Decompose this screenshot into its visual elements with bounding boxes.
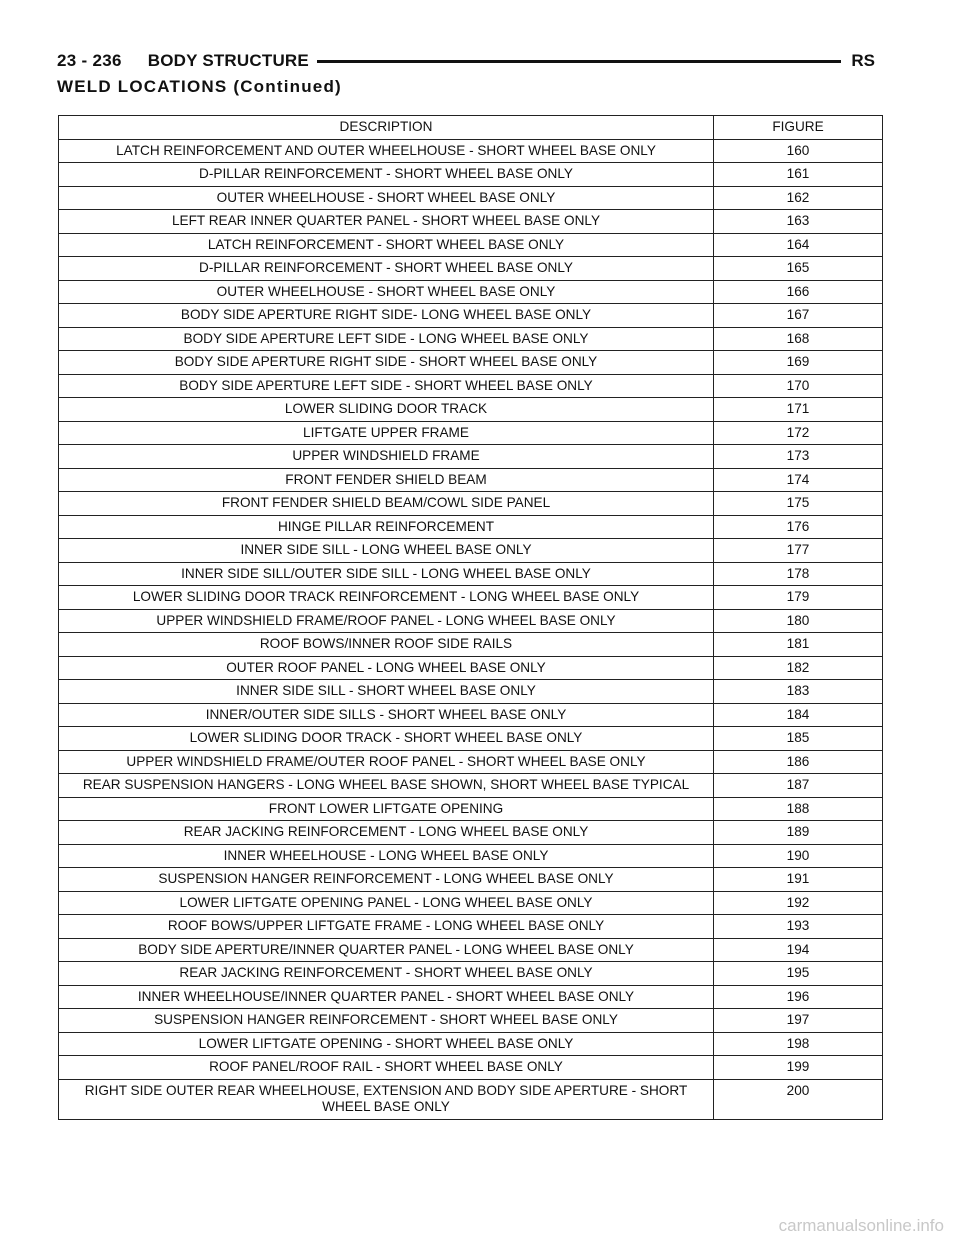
row-description: INNER SIDE SILL/OUTER SIDE SILL - LONG WHEEL BASE ONLY [59, 562, 714, 586]
row-figure: 175 [714, 492, 883, 516]
row-figure: 179 [714, 586, 883, 610]
row-figure: 189 [714, 821, 883, 845]
row-description: UPPER WINDSHIELD FRAME/OUTER ROOF PANEL - SHORT WHEEL BASE ONLY [59, 750, 714, 774]
row-figure: 182 [714, 656, 883, 680]
row-description: OUTER WHEELHOUSE - SHORT WHEEL BASE ONLY [59, 280, 714, 304]
row-description: INNER WHEELHOUSE/INNER QUARTER PANEL - SHORT WHEEL BASE ONLY [59, 985, 714, 1009]
row-figure: 194 [714, 938, 883, 962]
row-figure: 190 [714, 844, 883, 868]
section-name: BODY STRUCTURE [147, 51, 309, 70]
table-header-row [59, 116, 883, 140]
table-row [59, 1079, 883, 1119]
table-row [59, 515, 883, 539]
row-figure: 174 [714, 468, 883, 492]
row-description: SUSPENSION HANGER REINFORCEMENT - SHORT WHEEL BASE ONLY [59, 1009, 714, 1033]
table-row [59, 539, 883, 563]
table-row [59, 445, 883, 469]
row-description: BODY SIDE APERTURE/INNER QUARTER PANEL - LONG WHEEL BASE ONLY [59, 938, 714, 962]
row-description: REAR JACKING REINFORCEMENT - SHORT WHEEL BASE ONLY [59, 962, 714, 986]
row-figure: 200 [714, 1079, 883, 1119]
row-figure: 183 [714, 680, 883, 704]
row-figure: 184 [714, 703, 883, 727]
row-description: FRONT FENDER SHIELD BEAM [59, 468, 714, 492]
page-number: 23 - 236 [57, 51, 122, 70]
watermark: carmanualsonline.info [778, 1216, 944, 1235]
table-row [59, 421, 883, 445]
table-row [59, 821, 883, 845]
row-description: LOWER LIFTGATE OPENING - SHORT WHEEL BASE ONLY [59, 1032, 714, 1056]
table-row [59, 609, 883, 633]
row-figure: 195 [714, 962, 883, 986]
table-row [59, 304, 883, 328]
table-body [59, 139, 883, 1119]
row-figure: 163 [714, 210, 883, 234]
row-figure: 170 [714, 374, 883, 398]
row-figure: 160 [714, 139, 883, 163]
column-header-figure: FIGURE [714, 116, 883, 140]
table-row [59, 938, 883, 962]
table-row [59, 844, 883, 868]
row-description: REAR JACKING REINFORCEMENT - LONG WHEEL BASE ONLY [59, 821, 714, 845]
row-figure: 193 [714, 915, 883, 939]
header-rule [317, 60, 841, 63]
row-figure: 168 [714, 327, 883, 351]
row-description: D-PILLAR REINFORCEMENT - SHORT WHEEL BASE ONLY [59, 163, 714, 187]
row-figure: 172 [714, 421, 883, 445]
table-row [59, 985, 883, 1009]
model-code: RS [851, 51, 875, 70]
table-row [59, 750, 883, 774]
table-row [59, 868, 883, 892]
row-description: LOWER SLIDING DOOR TRACK [59, 398, 714, 422]
table-row [59, 492, 883, 516]
row-description: OUTER WHEELHOUSE - SHORT WHEEL BASE ONLY [59, 186, 714, 210]
row-figure: 171 [714, 398, 883, 422]
row-description: LOWER LIFTGATE OPENING PANEL - LONG WHEEL BASE ONLY [59, 891, 714, 915]
table-row [59, 1032, 883, 1056]
table-row [59, 327, 883, 351]
table-row [59, 562, 883, 586]
row-description: LEFT REAR INNER QUARTER PANEL - SHORT WHEEL BASE ONLY [59, 210, 714, 234]
table-row [59, 280, 883, 304]
table-row [59, 633, 883, 657]
row-figure: 177 [714, 539, 883, 563]
table-row [59, 1009, 883, 1033]
table-row [59, 656, 883, 680]
row-figure: 196 [714, 985, 883, 1009]
row-figure: 188 [714, 797, 883, 821]
row-description: LATCH REINFORCEMENT - SHORT WHEEL BASE ONLY [59, 233, 714, 257]
row-figure: 178 [714, 562, 883, 586]
table-row [59, 257, 883, 281]
row-figure: 165 [714, 257, 883, 281]
table-row [59, 163, 883, 187]
row-figure: 180 [714, 609, 883, 633]
row-description: BODY SIDE APERTURE LEFT SIDE - LONG WHEEL BASE ONLY [59, 327, 714, 351]
row-figure: 181 [714, 633, 883, 657]
row-description: INNER SIDE SILL - LONG WHEEL BASE ONLY [59, 539, 714, 563]
row-description: RIGHT SIDE OUTER REAR WHEELHOUSE, EXTENSION AND BODY SIDE APERTURE - SHORT WHEEL BASE ONLY [59, 1079, 714, 1119]
row-description: ROOF BOWS/UPPER LIFTGATE FRAME - LONG WHEEL BASE ONLY [59, 915, 714, 939]
row-description: OUTER ROOF PANEL - LONG WHEEL BASE ONLY [59, 656, 714, 680]
row-description: INNER/OUTER SIDE SILLS - SHORT WHEEL BASE ONLY [59, 703, 714, 727]
section-title: WELD LOCATIONS (Continued) [57, 77, 342, 96]
row-figure: 161 [714, 163, 883, 187]
table-row [59, 962, 883, 986]
row-figure: 162 [714, 186, 883, 210]
table-row [59, 586, 883, 610]
page-header [57, 48, 875, 74]
row-description: HINGE PILLAR REINFORCEMENT [59, 515, 714, 539]
row-figure: 176 [714, 515, 883, 539]
row-figure: 186 [714, 750, 883, 774]
table-row [59, 398, 883, 422]
row-figure: 166 [714, 280, 883, 304]
table-row [59, 915, 883, 939]
row-figure: 191 [714, 868, 883, 892]
table-row [59, 351, 883, 375]
row-figure: 164 [714, 233, 883, 257]
row-description: UPPER WINDSHIELD FRAME [59, 445, 714, 469]
row-description: UPPER WINDSHIELD FRAME/ROOF PANEL - LONG WHEEL BASE ONLY [59, 609, 714, 633]
table-row [59, 139, 883, 163]
row-description: SUSPENSION HANGER REINFORCEMENT - LONG WHEEL BASE ONLY [59, 868, 714, 892]
row-figure: 169 [714, 351, 883, 375]
row-figure: 197 [714, 1009, 883, 1033]
table-row [59, 468, 883, 492]
table-row [59, 727, 883, 751]
table-row [59, 186, 883, 210]
row-description: FRONT FENDER SHIELD BEAM/COWL SIDE PANEL [59, 492, 714, 516]
table-row [59, 680, 883, 704]
weld-locations-table [58, 115, 883, 1120]
row-description: BODY SIDE APERTURE RIGHT SIDE - SHORT WHEEL BASE ONLY [59, 351, 714, 375]
row-figure: 173 [714, 445, 883, 469]
row-figure: 167 [714, 304, 883, 328]
table-row [59, 1056, 883, 1080]
table-row [59, 233, 883, 257]
table-row [59, 374, 883, 398]
row-description: LOWER SLIDING DOOR TRACK REINFORCEMENT - LONG WHEEL BASE ONLY [59, 586, 714, 610]
row-description: INNER WHEELHOUSE - LONG WHEEL BASE ONLY [59, 844, 714, 868]
table-row [59, 210, 883, 234]
table-row [59, 703, 883, 727]
row-figure: 198 [714, 1032, 883, 1056]
row-figure: 199 [714, 1056, 883, 1080]
row-description: LIFTGATE UPPER FRAME [59, 421, 714, 445]
column-header-description: DESCRIPTION [59, 116, 714, 140]
row-description: BODY SIDE APERTURE RIGHT SIDE- LONG WHEEL BASE ONLY [59, 304, 714, 328]
row-description: LOWER SLIDING DOOR TRACK - SHORT WHEEL BASE ONLY [59, 727, 714, 751]
row-description: BODY SIDE APERTURE LEFT SIDE - SHORT WHEEL BASE ONLY [59, 374, 714, 398]
table-row [59, 774, 883, 798]
row-figure: 192 [714, 891, 883, 915]
row-description: ROOF PANEL/ROOF RAIL - SHORT WHEEL BASE ONLY [59, 1056, 714, 1080]
row-description: D-PILLAR REINFORCEMENT - SHORT WHEEL BASE ONLY [59, 257, 714, 281]
row-figure: 185 [714, 727, 883, 751]
table-row [59, 891, 883, 915]
row-description: REAR SUSPENSION HANGERS - LONG WHEEL BASE SHOWN, SHORT WHEEL BASE TYPICAL [59, 774, 714, 798]
row-description: LATCH REINFORCEMENT AND OUTER WHEELHOUSE - SHORT WHEEL BASE ONLY [59, 139, 714, 163]
row-description: FRONT LOWER LIFTGATE OPENING [59, 797, 714, 821]
row-description: INNER SIDE SILL - SHORT WHEEL BASE ONLY [59, 680, 714, 704]
table-row [59, 797, 883, 821]
row-figure: 187 [714, 774, 883, 798]
row-description: ROOF BOWS/INNER ROOF SIDE RAILS [59, 633, 714, 657]
